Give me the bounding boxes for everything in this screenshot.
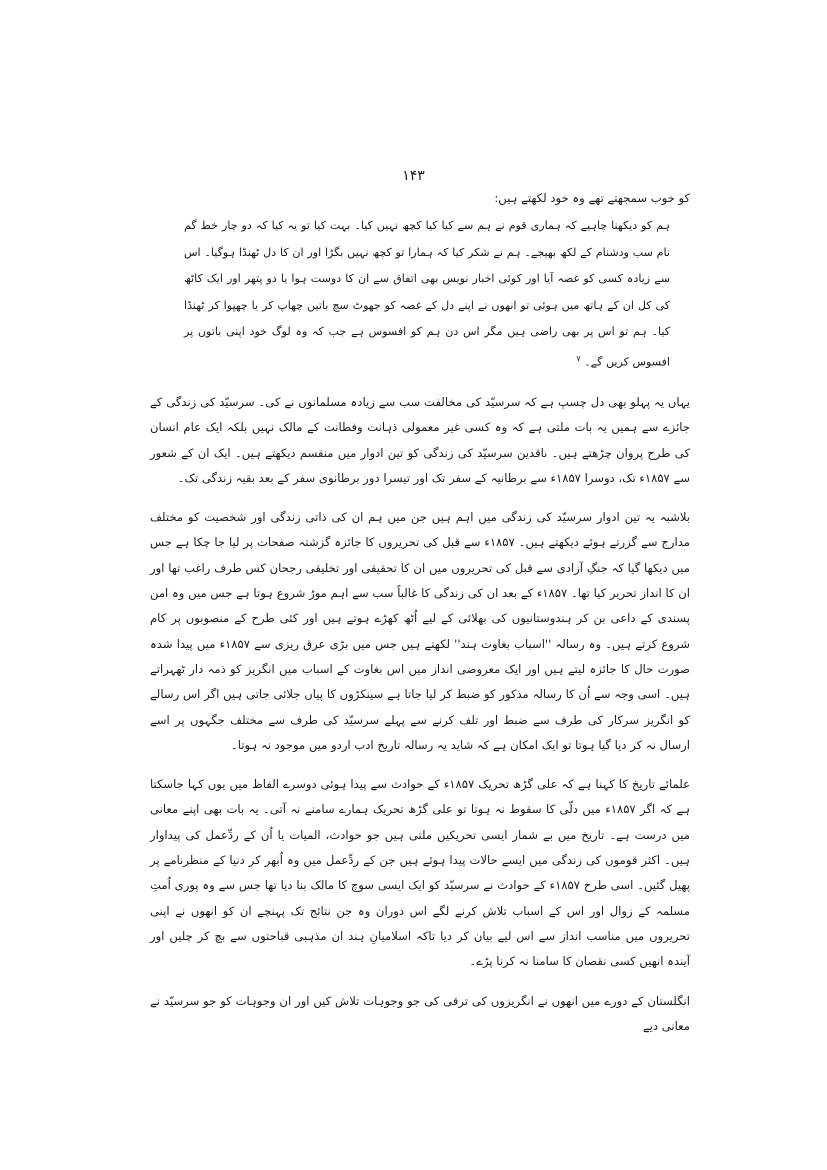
page-number: ۱۴۳ [402,168,425,184]
quote-text: ہم کو دیکھنا چاہیے کہ ہماری قوم نے ہم سے کیا کیا کچھ نہیں کیا۔ بہت کیا تو یہ کیا کہ دو چار خط گم نام سب ودشنام کے لکھ بھیجے۔ ہم نے شکر کیا کہ ہمارا تو کچھ نہیں بگڑا اور ان کا دل ٹھنڈا ہوگیا۔ اس سے زیادہ کسی کو غصہ آیا اور کوئی اخبار نویس بھی اتفاق سے ان کا دوست ہوا یا دو پتھر اور ایک کاٹھ کی کل ان کے ہاتھ میں ہوئی تو انھوں نے اپنے دل کے غصہ کو جھوٹ سچ باتیں چھاپ کر یا چھپوا کر ٹھنڈا کیا۔ ہم تو اس پر بھی راضی ہیں مگر اس دن ہم کو افسوس ہے جب کہ وہ لوگ خود اپنی باتوں پر افسوس کریں گے۔ [184,219,670,369]
paragraph-1: یہاں یہ پہلو بھی دل چسپ ہے کہ سرسیّد کی مخالفت سب سے زیادہ مسلمانوں نے کی۔ سرسیّد کی زندگی کے جائزے سے ہمیں یہ بات ملتی ہے کہ وہ کسی غیر معمولی ذہانت وفطانت کے مالک نہیں بلکہ ایک عام انسان کی طرح پروان چڑھتے ہیں۔ ناقدین سرسیّد کی زندگی کو تین ادوار میں منقسم دیکھتے ہیں۔ ایک ان کے شعور سے ۱۸۵۷ء تک، دوسرا ۱۸۵۷ء سے برطانیہ کے سفر تک اور تیسرا دور برطانوی سفر کے بعد بقیہ زندگی تک۔ [150,394,690,485]
intro-line: کو خوب سمجھتے تھے وہ خود لکھتے ہیں: [494,191,690,205]
footnote-marker: ۷ [576,353,581,363]
paragraph-3: علمائے تاریخ کا کہنا ہے کہ علی گڑھ تحریک ۱۸۵۷ء کے حوادث سے پیدا ہوئی دوسرے الفاظ میں یوں کہا جاسکتا ہے کہ اگر ۱۸۵۷ء میں دلّی کا سقوط نہ ہوتا تو علی گڑھ تحریک ہمارے سامنے نہ آتی۔ یہ بات بھی اپنے معانی میں درست ہے۔ تاریخ میں بے شمار ایسی تحریکیں ملتی ہیں جو حوادث، المیات یا اُن کے ردِّعمل کی پیداوار ہیں۔ اکثر قوموں کی زندگی میں ایسے حالات پیدا ہوئے ہیں جن کے ردِّعمل میں وہ اُبھر کر دنیا کے منظرنامے پر پھیل گئیں۔ اسی طرح ۱۸۵۷ء کے حوادث نے سرسیّد کو ایک ایسی سوچ کا مالک بنا دیا تھا جس سے وہ پوری اُمتِ مسلمہ کے زوال اور اس کے اسباب تلاش کرنے لگے اس دوران وہ جن نتائج تک پہنچے ان کو انھوں نے اپنی تحریروں میں مناسب انداز سے اس لیے بیان کر دیا تاکہ اسلامیانِ ہند ان مذہبی قباحتوں سے بچ کر چلیں اور آیندہ انھیں کسی نقصان کا سامنا نہ کرنا پڑے۔ [150,777,691,969]
paragraph-2: بلاشبہ یہ تین ادوار سرسیّد کی زندگی میں اہم ہیں جن میں ہم ان کی ذاتی زندگی اور شخصیت کو مختلف مدارج سے گزرتے ہوئے دیکھتے ہیں۔ ۱۸۵۷ء سے قبل کی تحریروں کا جائزہ گزشتہ صفحات پر لیا جا چکا ہے جس میں دیکھا گیا کہ جنگِ آزادی سے قبل کی تحریروں میں ان کا تحقیقی اور تخلیقی رجحان کس طرف راغب تھا اور ان کا انداز تحریر کیا تھا۔ ۱۸۵۷ء کے بعد ان کی زندگی کا غالباً سب سے اہم موڑ شروع ہوتا ہے جس میں وہ امن پسندی کے داعی بن کر ہندوستانیوں کی بھلائی کے لیے اُٹھ کھڑے ہوتے ہیں اور کئی طرح کے منصوبوں پر کام شروع کرتے ہیں۔ وہ رسالہ ''اسباب بغاوت ہند'' لکھتے ہیں جس میں بڑی عرق ریزی سے ۱۸۵۷ء میں پیدا شدہ صورت حال کا جائزہ لیتے ہیں اور ایک معروضی انداز میں اس بغاوت کے اسباب میں انگریز کو ذمہ دار ٹھہراتے ہیں۔ اسی وجہ سے اُن کا رسالہ مذکور کو ضبط کر لیا جاتا ہے سینکڑوں کا پیاں جلائی جاتی ہیں اگر اس رسالے کو انگریز سرکار کی طرف سے ضبط اور تلف کرنے سے پہلے سرسیّد کی طرف سے مختلف جگہوں پر اسے ارسال نہ کر دیا گیا ہوتا تو ایک امکان ہے کہ شاید یہ رسالہ تاریخ ادب اردو میں موجود نہ ہوتا۔ [150,510,691,752]
block-quote [184,213,670,376]
paragraph-4: انگلستان کے دورے میں انھوں نے انگریزوں کی ترقی کی جو وجوہات تلاش کیں اور ان وجوہات کو جو سرسیّد نے معانی دیے [150,993,690,1033]
page-body [150,186,690,1053]
